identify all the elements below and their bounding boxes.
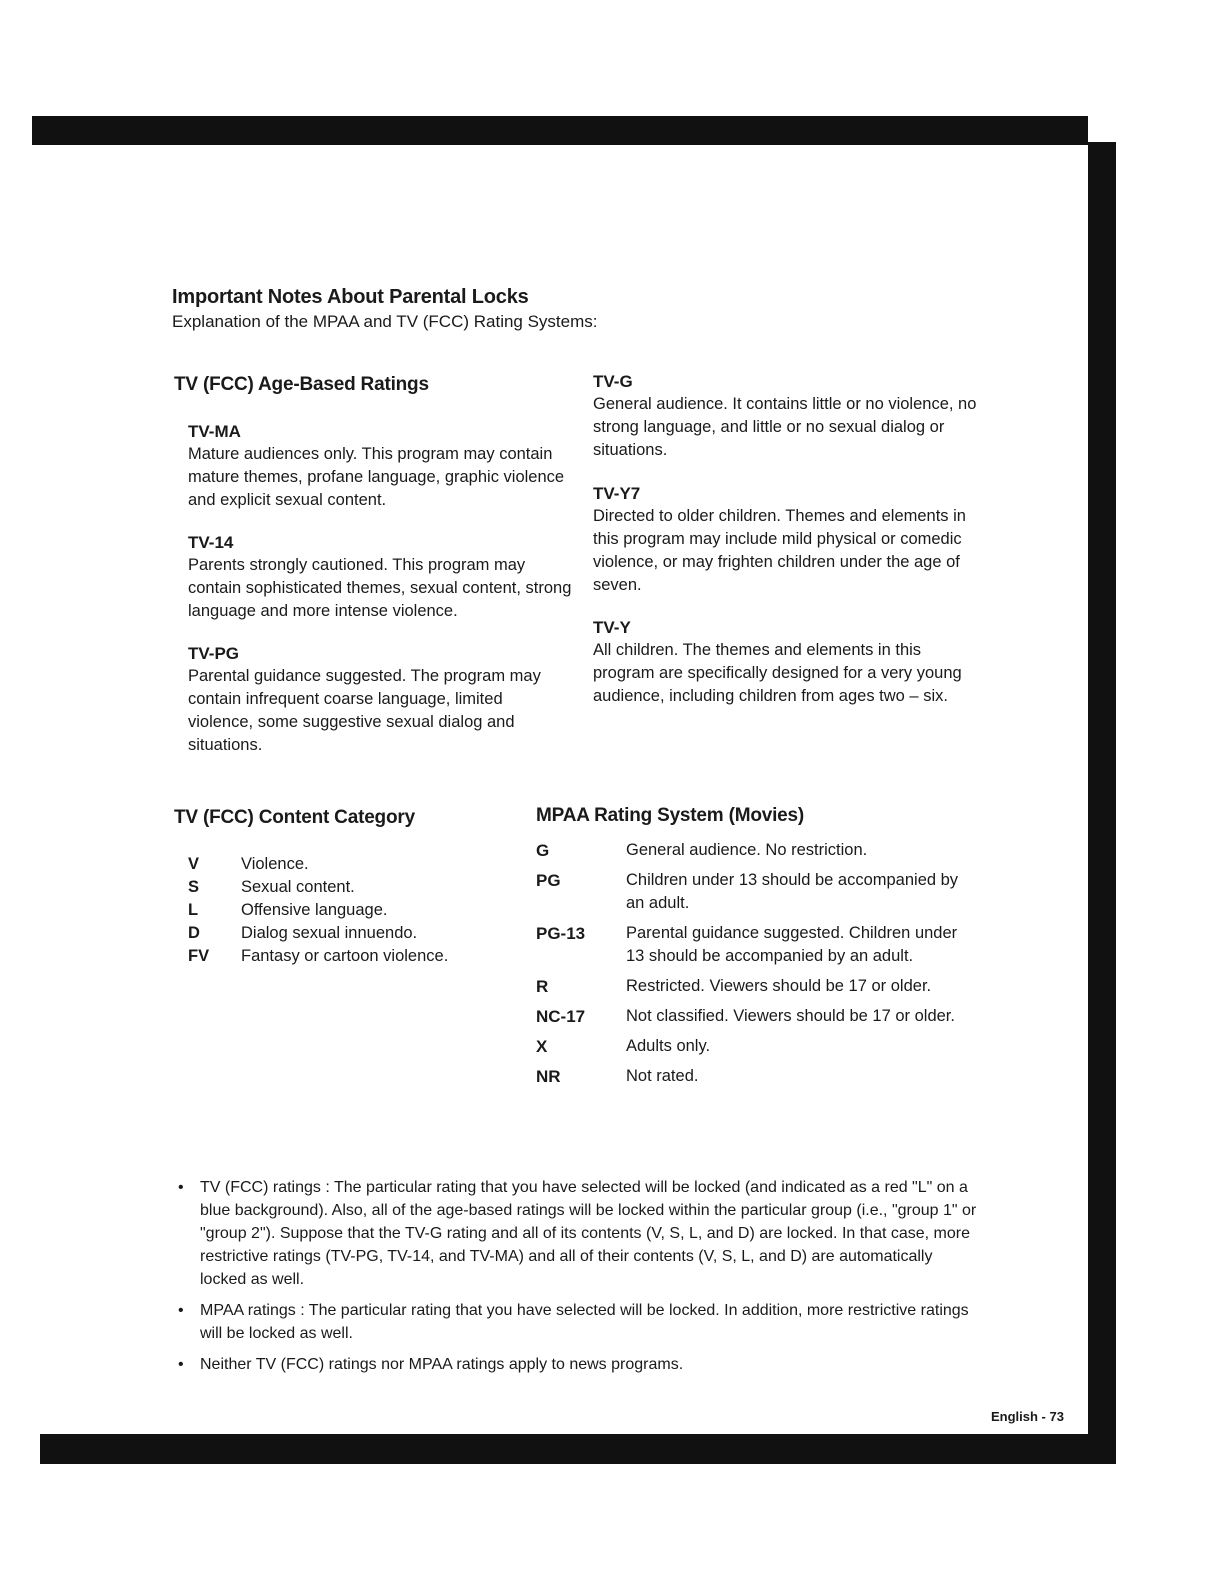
bullet-icon: • [178,1302,184,1319]
page-title: Important Notes About Parental Locks [172,286,529,308]
category-code: D [188,924,200,942]
mpaa-code: X [536,1037,548,1056]
page-number: English - 73 [991,1409,1064,1424]
mpaa-description: Not classified. Viewers should be 17 or older. [626,1007,955,1025]
rating-tv-y7 [593,483,983,597]
category-description: Fantasy or cartoon violence. [241,947,449,965]
note-text: MPAA ratings : The particular rating that you have selected will be locked. In addition, more restrictive ratings will be locked as well. [200,1302,969,1342]
list-item [536,1035,976,1058]
list-item [536,975,976,998]
list-item [188,899,448,922]
right-border-bar [1088,142,1116,1435]
mpaa-description: Not rated. [626,1067,699,1085]
content-category-list [188,853,448,968]
rating-description: General audience. It contains little or no violence, no strong language, and little or no sexual dialog or situations. [593,395,977,459]
rating-tv-ma [188,421,568,512]
note-item [176,1299,982,1345]
category-description: Sexual content. [241,878,355,896]
note-item [176,1176,982,1291]
rating-tv-pg [188,643,553,757]
mpaa-code: PG [536,871,561,890]
mpaa-heading: MPAA Rating System (Movies) [536,805,805,826]
category-description: Offensive language. [241,901,388,919]
notes-list [176,1176,982,1384]
note-item [176,1353,982,1376]
bullet-icon: • [178,1179,184,1196]
rating-tv-y [593,617,983,708]
list-item [188,945,448,968]
note-text: TV (FCC) ratings : The particular rating that you have selected will be locked (and indicated as a red "L" on a blue background). Also, all of the age-based ratings will be locked within the particular group (i.e., "group 1" or "group 2"). Suppose that the TV-G rating and all of its contents (V, S, L, and D) are locked. In that case, more restrictive ratings (TV-PG, TV-14, and TV-MA) and all of their contents (V, S, L, and D) are automatically locked as well. [200,1179,977,1288]
mpaa-code: PG-13 [536,924,586,943]
mpaa-description: Restricted. Viewers should be 17 or older. [626,977,932,995]
list-item [536,839,976,862]
rating-code: TV-14 [188,533,234,552]
category-code: S [188,878,200,896]
content-category-heading: TV (FCC) Content Category [174,807,415,828]
mpaa-description: Children under 13 should be accompanied by an adult. [626,871,959,912]
list-item [536,1065,976,1088]
category-description: Violence. [241,855,309,873]
rating-description: Parental guidance suggested. The program may contain infrequent coarse language, limited violence, some suggestive sexual dialog and situations. [188,667,541,754]
list-item [188,876,448,899]
mpaa-rating-list [536,839,976,1095]
rating-code: TV-Y7 [593,484,641,503]
mpaa-code: G [536,841,550,860]
page-subtitle: Explanation of the MPAA and TV (FCC) Rating Systems: [172,312,598,331]
list-item [188,853,448,876]
list-item [188,922,448,945]
rating-code: TV-G [593,372,633,391]
category-code: FV [188,947,210,965]
bullet-icon: • [178,1356,184,1373]
list-item [536,869,976,915]
rating-description: Directed to older children. Themes and elements in this program may include mild physical or comedic violence, or may frighten children under the age of seven. [593,507,966,594]
rating-description: All children. The themes and elements in this program are specifically designed for a very young audience, including children from ages two – six. [593,641,962,705]
list-item [536,1005,976,1028]
rating-tv-g [593,371,978,462]
note-text: Neither TV (FCC) ratings nor MPAA ratings apply to news programs. [200,1356,684,1373]
top-border-bar [32,116,1088,145]
mpaa-description: Adults only. [626,1037,711,1055]
category-code: L [188,901,199,919]
mpaa-code: R [536,977,549,996]
bottom-border-bar [40,1434,1116,1464]
rating-description: Mature audiences only. This program may contain mature themes, profane language, graphic violence and explicit sexual content. [188,445,565,509]
mpaa-code: NR [536,1067,561,1086]
age-based-heading: TV (FCC) Age-Based Ratings [174,374,429,395]
mpaa-description: General audience. No restriction. [626,841,868,859]
category-code: V [188,855,200,873]
rating-code: TV-PG [188,644,240,663]
rating-tv-14 [188,532,573,623]
rating-code: TV-Y [593,618,631,637]
rating-description: Parents strongly cautioned. This program may contain sophisticated themes, sexual content, strong language and more intense violence. [188,556,572,620]
mpaa-description: Parental guidance suggested. Children under 13 should be accompanied by an adult. [626,924,958,965]
rating-code: TV-MA [188,422,241,441]
list-item [536,922,976,968]
category-description: Dialog sexual innuendo. [241,924,418,942]
mpaa-code: NC-17 [536,1007,586,1026]
